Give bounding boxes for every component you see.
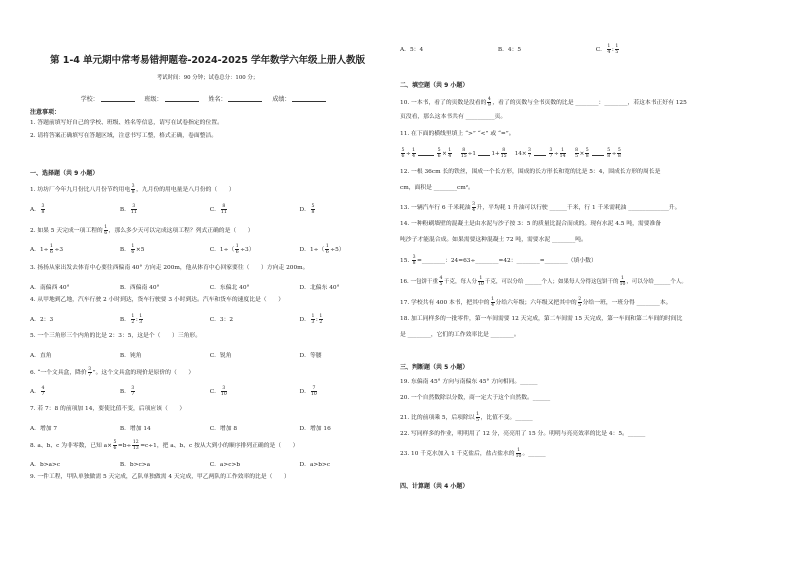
section-fill-heading: 二、填空题（共 9 小题） (400, 82, 469, 89)
question-2-options (30, 244, 385, 255)
field-score-blank[interactable] (292, 101, 326, 102)
option-d[interactable]: D． $\frac{5}{8}$ (299, 204, 315, 215)
option-b[interactable]: B．西偏南 40° (119, 285, 160, 291)
note-1: 1. 答题前填写好自己的学校、班级、姓名等信息，请写在试卷指定的位置。 (30, 120, 223, 126)
option-c[interactable]: C． $\frac{3}{10}$ (209, 386, 227, 397)
option-a[interactable]: A．2：3 (30, 317, 54, 323)
question-11-items: $\frac{5}{6}$ ÷ $\frac{1}{4}$ $\frac{5}{6}$ × $\frac{1}{4}$ $\frac{8}{15}$ ÷1 1+ $\frac{8}{15}$ 14× $\frac{3}{7}$ $\frac{3}{7}$ ÷ $\frac{1}{14}$ $\frac{8}{5}$ × $\frac{5}{8}$ $\frac{5}{8}$ ÷ $\frac{5}{8}$ (401, 148, 621, 159)
field-name-blank[interactable] (228, 101, 262, 102)
section-choice-heading: 一、选择题（共 9 小题） (30, 170, 99, 177)
note-2: 2. 请将答案正确填写在答题区域，注意书写工整，格式正确，卷面整洁。 (30, 133, 218, 139)
option-c[interactable]: C．a>c>b (209, 462, 241, 468)
option-c[interactable]: C．增加 8 (209, 426, 238, 432)
question-17: 17. 学校共有 400 本书，把其中的 $\frac{1}{4}$ 分给六年级；六年级又把其中的 $\frac{2}{5}$ 分给一班，一班分得 ________本。 (400, 297, 672, 308)
option-c[interactable]: C． $\frac{1}{4}$ : $\frac{1}{5}$ (595, 44, 619, 55)
option-a[interactable]: A．南偏西 40° (30, 285, 70, 291)
question-1-options (30, 204, 385, 215)
option-b[interactable]: B． $\frac{1}{2}$ : $\frac{1}{3}$ (119, 314, 143, 325)
option-b[interactable]: B．4：5 (497, 47, 522, 53)
option-b[interactable]: B． $\frac{1}{6}$ ×5 (119, 244, 145, 255)
question-23: 23. 10 千克水加入 1 千克盐后，盐占盐水的 $\frac{1}{10}$ 。______ (400, 448, 546, 459)
fraction: $\frac{3}{8}$ (131, 184, 135, 195)
notes-heading: 注意事项： (30, 109, 61, 116)
question-10: 10. 一本书，看了的页数是没看的 $\frac{4}{9}$ ，看了的页数与全书页数的比是 ________：________，若这本书正好有 125 (400, 97, 687, 108)
question-20: 20. 一个自然数除以分数，商一定大于这个自然数。______ (400, 395, 551, 401)
question-7-options (30, 423, 385, 432)
question-13: 13. 一辆汽车行 6 千米耗油 $\frac{3}{4}$ 升，平均耗 1 升油可以行驶 ______千米，行 1 千米需耗油 ______________升。 (400, 202, 681, 213)
question-4-options (30, 314, 385, 325)
question-22: 22. 写同样多的作业，明明用了 12 分，亮亮用了 15 分。明明与亮亮效率的比是 4：5。______ (400, 431, 646, 437)
question-8: 8. a、b、c 为非零数，已知 a× $\frac{5}{6}$ =b÷ $\frac{12}{13}$ =c÷1，把 a、b、c 按从大到小的顺序排列正确的是（ ） (30, 440, 299, 451)
option-c[interactable]: C．1÷（ $\frac{1}{6}$ ÷3） (209, 244, 255, 255)
option-b[interactable]: B．b>c>a (119, 462, 151, 468)
option-c[interactable]: C．锐角 (209, 353, 232, 359)
question-10-line2: 页没看，那么这本书共有 __________页。 (400, 114, 507, 120)
question-3: 3. 扬扬从家出发去体育中心要往西偏南 40° 方向走 200m，他从体育中心回家要往（ ）方向走 200m。 (30, 265, 309, 271)
question-21: 21. 比的前项乘 5，后项除以 $\frac{1}{5}$ ，比值不变。______ (400, 412, 533, 423)
section-judge-heading: 三、判断题（共 5 小题） (400, 364, 469, 371)
option-b[interactable]: B．增加 14 (119, 426, 151, 432)
question-4: 4. 从甲地到乙地，汽车行驶 2 小时到达，货车行驶要 3 小时到达。汽车和货车的速度比是（ ） (30, 297, 284, 303)
option-b[interactable]: B． $\frac{3}{7}$ (119, 386, 135, 397)
question-12-line2: cm，面积是 ________cm²。 (400, 185, 474, 191)
field-name-label: 姓名： (208, 96, 227, 103)
question-1: 1. 坊坊厂今年九月份比八月份节约用电 $\frac{3}{8}$ ，九月份的用电量是八月份的（ ） (30, 184, 235, 195)
question-8-options (30, 459, 385, 468)
field-class-label: 班级： (144, 96, 163, 103)
option-a[interactable]: A．b>a>c (30, 462, 61, 468)
section-calc-heading: 四、计算题（共 4 小题） (400, 483, 469, 490)
question-11: 11. 在下面的横线里填上 “>” “<” 或 “=”。 (400, 131, 515, 137)
option-b[interactable]: B．钝角 (119, 353, 142, 359)
question-14: 14. 一种粉刷墙壁的混凝土是由水泥与沙子按 3：5 的质量比混合而成的。现有水泥 4.5 吨，需要准备 (400, 221, 662, 227)
question-16: 16. 一包饼干重 $\frac{4}{5}$ 千克，每人分 $\frac{1}{10}$ 千克，可以分给 ______个人；如果每人分得这包饼干的 $\frac{1}{10}$ ，可以分给______个人。 (400, 276, 687, 287)
question-9-options (400, 44, 768, 55)
option-a[interactable]: A．直角 (30, 353, 52, 359)
option-c[interactable]: C． $\frac{8}{11}$ (209, 204, 227, 215)
option-d[interactable]: D． $\frac{1}{3}$ : $\frac{1}{2}$ (299, 314, 323, 325)
field-class-blank[interactable] (165, 101, 199, 102)
question-5: 5. 一个三角形三个内角的比是 2：3：5，这是个（ ）三角形。 (30, 333, 202, 339)
question-12: 12. 一根 36cm 长的铁丝，围成一个长方形，围成的长方形长和宽的比是 5：4，围成长方形的周长是 (400, 169, 661, 175)
option-d[interactable]: D．等腰 (299, 353, 322, 359)
option-d[interactable]: D． $\frac{7}{10}$ (299, 386, 317, 397)
option-d[interactable]: D．北偏东 40° (299, 285, 340, 291)
question-7: 7. 若 7：8 的前项加 14，要使比值不变，后项应该（ ） (30, 406, 186, 412)
question-18: 18. 加工同样多的一批零件，第一车间需要 12 天完成，第二车间需 15 天完成，第一车间和第二车间的时间比 (400, 316, 683, 322)
option-c[interactable]: C．3：2 (209, 317, 234, 323)
question-3-options (30, 282, 385, 291)
field-school-blank[interactable] (101, 101, 135, 102)
question-5-options (30, 350, 385, 359)
option-b[interactable]: B． $\frac{3}{11}$ (119, 204, 137, 215)
exam-meta: 考试时间：90 分钟；试卷总分：100 分； (156, 75, 259, 81)
option-a[interactable]: A． $\frac{4}{7}$ (30, 386, 45, 397)
option-a[interactable]: A． $\frac{3}{8}$ (30, 204, 45, 215)
field-school-label: 学校： (80, 96, 99, 103)
option-a[interactable]: A．1÷ $\frac{1}{6}$ ÷3 (30, 244, 64, 255)
exam-title: 第 1-4 单元期中常考易错押题卷-2024-2025 学年数学六年级上册人教版 (50, 55, 365, 66)
option-d[interactable]: D．1÷（ $\frac{1}{6}$ ÷5） (299, 244, 345, 255)
question-6: 6. “一个文具盒，降价 $\frac{3}{7}$ ”。这个文具盒的现价是原价的（ ） (30, 367, 195, 378)
option-d[interactable]: D．a>b>c (299, 462, 331, 468)
question-2: 2. 如果 5 天完成一项工程的 $\frac{1}{6}$ ，那么多少天可以完成这项工程？列式正确的是（ ） (30, 225, 254, 236)
question-9: 9. 一件工程，甲队单独做需 5 天完成，乙队单独做需 4 天完成，甲乙两队的工作效率的比是（ ） (30, 474, 290, 480)
option-d[interactable]: D．增加 16 (299, 426, 331, 432)
question-18-line2: 是 ________，它们的工作效率比是 ________。 (400, 332, 520, 338)
student-fields (30, 94, 385, 103)
field-score-label: 成绩： (272, 96, 291, 103)
question-6-options (30, 386, 385, 397)
question-15: 15. $\frac{3}{8}$ =________：24=63÷________=42：________=________（填小数） (400, 255, 597, 266)
option-a[interactable]: A．增加 7 (30, 426, 58, 432)
question-19: 19. 东偏南 45° 方向与南偏东 45° 方向相同。______ (400, 379, 538, 385)
option-c[interactable]: C．东偏北 40° (209, 285, 250, 291)
question-14-line2: 吨沙子才能混合成。如果需要这种混凝土 72 吨，需要水泥 ________吨。 (400, 237, 587, 243)
option-a[interactable]: A．5：4 (400, 47, 424, 53)
